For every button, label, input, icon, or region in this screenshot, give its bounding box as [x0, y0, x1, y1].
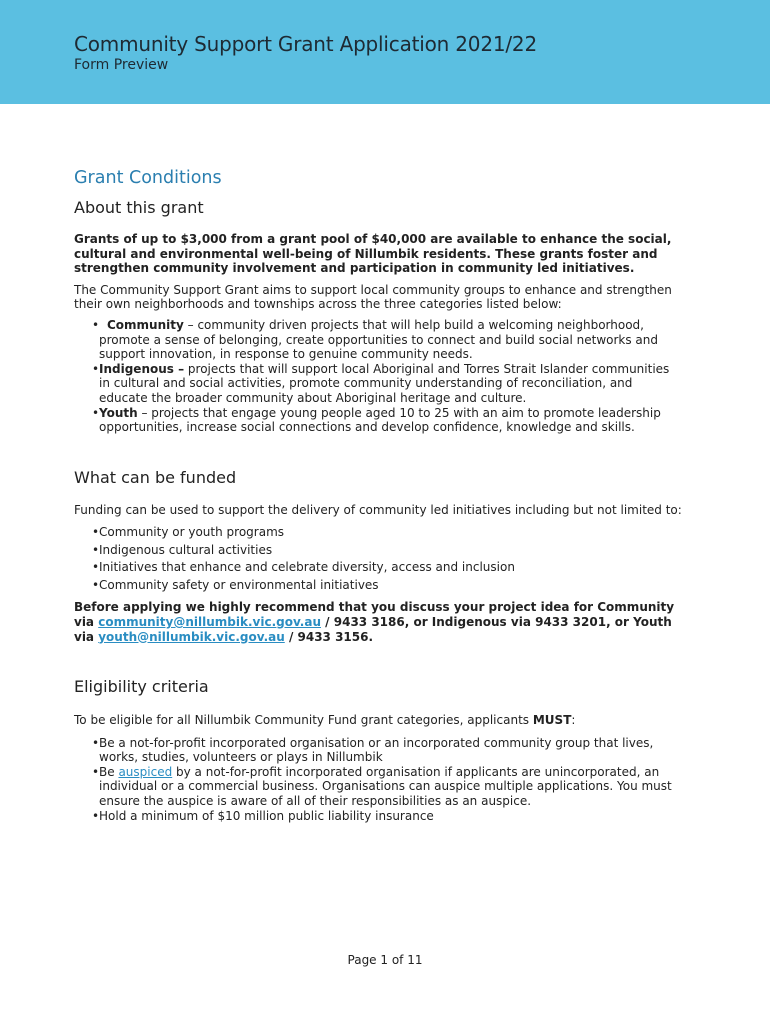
category-text: – projects that engage young people aged 10 to 25 with an aim to promote leadership opportunities, increase social connections and develop confidence, knowledge and skills.: [99, 405, 661, 435]
list-item: • Initiatives that enhance and celebrate diversity, access and inclusion: [74, 559, 684, 577]
document-body: [74, 168, 684, 823]
about-intro: The Community Support Grant aims to support local community groups to enhance and strengthen their own neighborhoods and townships across the three categories listed below:: [74, 282, 672, 312]
funded-intro: Funding can be used to support the delivery of community led initiatives including but not limited to:: [74, 502, 682, 517]
page-header: [0, 0, 770, 104]
must-label: MUST: [532, 713, 572, 728]
category-name: Community: [107, 317, 184, 332]
eligibility-intro-text: To be eligible for all Nillumbik Community Fund grant categories, applicants: [74, 713, 533, 728]
recommend-part: / 9433 3186, or Indigenous via 9433 3201, or Youth via: [74, 614, 672, 644]
auspiced-link[interactable]: auspiced: [118, 764, 173, 779]
list-item: [74, 318, 684, 362]
list-item: • Hold a minimum of $10 million public liability insurance: [74, 809, 684, 824]
funded-heading: What can be funded: [74, 467, 237, 487]
list-item: • Indigenous cultural activities: [74, 542, 684, 560]
eligibility-heading: Eligibility criteria: [74, 677, 209, 697]
eligibility-intro: [74, 713, 684, 728]
list-item: • Be a not-for-profit incorporated organisation or an incorporated community group that lives, works, studies, volunteers or plays in Nillumbik: [74, 736, 684, 765]
form-title: Community Support Grant Application 2021/22: [74, 32, 537, 56]
page-number: Page 1 of 11: [347, 953, 423, 967]
about-lead: Grants of up to $3,000 from a grant pool of $40,000 are available to enhance the social, cultural and environmental well-being of Nillumbik residents. These grants foster and strengthen community involvement and participation in community led initiatives.: [74, 232, 672, 276]
funded-list: [74, 524, 684, 594]
category-text: – community driven projects that will help build a welcoming neighborhood, promote a sense of belonging, create opportunities to connect and build social networks and support innovation, in response to genuine community needs.: [99, 317, 659, 362]
category-list: [74, 318, 684, 435]
form-subtitle: Form Preview: [74, 57, 169, 73]
category-text: projects that will support local Aboriginal and Torres Strait Islander communities in cultural and social activities, promote community understanding of reconciliation, and educate the broader community about Aboriginal heritage and culture.: [99, 361, 670, 405]
eligibility-text: by a not-for-profit incorporated organisation if applicants are unincorporated, an individual or a commercial business. Organisations can auspice multiple applications. You must ensure the auspice is aware of all of their responsibilities as an auspice.: [99, 764, 672, 809]
list-item: [74, 406, 684, 435]
youth-email-link[interactable]: youth@nillumbik.vic.gov.au: [98, 629, 285, 644]
eligibility-list: [74, 736, 684, 824]
about-heading: About this grant: [74, 198, 204, 217]
recommend-text: [74, 600, 684, 644]
list-item: • Community or youth programs: [74, 524, 684, 542]
recommend-part: / 9433 3156.: [284, 629, 374, 644]
category-name: Indigenous –: [99, 361, 185, 376]
category-name: Youth: [99, 405, 138, 420]
recommend-part: Before applying we highly recommend that you discuss your project idea for Community via: [74, 600, 675, 629]
list-item: [74, 362, 684, 406]
eligibility-intro-end: :: [571, 713, 576, 728]
list-item: [74, 765, 684, 809]
list-item: • Community safety or environmental initiatives: [74, 577, 684, 595]
section-title: Grant Conditions: [74, 168, 222, 188]
community-email-link[interactable]: community@nillumbik.vic.gov.au: [98, 614, 321, 629]
eligibility-text: Be: [99, 764, 119, 779]
